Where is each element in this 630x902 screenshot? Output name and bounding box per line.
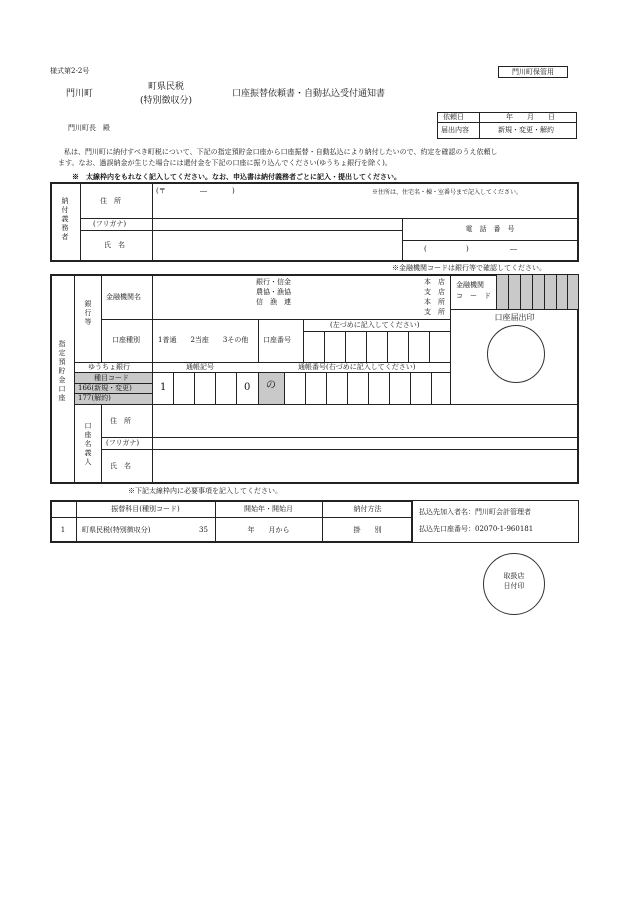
bottom-note: ※下記太線枠内に必要事項を記入してください。 <box>128 487 282 495</box>
passbook-number-line <box>326 372 327 404</box>
acct-digit-line <box>366 331 367 362</box>
phone-line <box>402 240 578 241</box>
request-box-vdivider <box>479 112 480 139</box>
holder-field-divider <box>152 404 153 484</box>
transfer-row-subject: 町県民税(特別徴収分) <box>82 526 151 534</box>
transfer-header-method: 納付方法 <box>353 505 382 513</box>
inst-code-label-2: コ ー ド <box>456 292 491 300</box>
acct-digit-line <box>345 331 346 362</box>
inst-code-label-1: 金融機関 <box>456 281 484 289</box>
transfer-row-method: 掛 別 <box>353 526 382 534</box>
account-type-options[interactable]: 1普通 2当座 3その他 <box>158 336 249 344</box>
holder-name-label: 氏 名 <box>110 462 131 470</box>
holder-label: 口座名義人 <box>84 422 92 466</box>
office-stamp-line-1: 取扱店 <box>503 572 525 580</box>
subject-code-label: 種目コード <box>94 374 129 382</box>
holder-address-label: 住 所 <box>110 417 131 425</box>
acct-digit-line <box>324 331 325 362</box>
passbook-number-line <box>347 372 348 404</box>
request-date-label: 依頼日 <box>443 113 464 121</box>
postal-open: (〒 <box>156 187 166 195</box>
storage-note-box <box>498 66 568 78</box>
passbook-first-digit: 1 <box>160 382 167 393</box>
banks-divider <box>101 274 102 362</box>
passbook-number-line <box>368 372 369 404</box>
account-seal-circle[interactable] <box>487 325 545 383</box>
passbook-number-label: 通帳番号(右づめに記入してください) <box>298 363 416 371</box>
institution-divider <box>152 274 153 404</box>
left-align-note-line <box>303 331 450 332</box>
bank-code-note: ※金融機関コードは銀行等で確認してください。 <box>392 264 546 272</box>
institution-label: 金融機関名 <box>106 293 141 301</box>
passbook-digit-line <box>194 372 195 404</box>
account-number-label-left <box>258 319 259 362</box>
postal-close: ) <box>232 187 235 195</box>
transfer-row-code: 35 <box>199 526 208 534</box>
subject-code-166[interactable]: 166(新規・変更) <box>78 384 132 392</box>
payee-name: 払込先加入者名：門川町会計管理者 <box>419 508 531 516</box>
holder-furigana-bottom <box>101 449 578 450</box>
payer-furigana-divider <box>80 230 152 231</box>
transfer-header-line <box>50 517 413 518</box>
inst-code-cell-line <box>567 274 568 309</box>
intro-line-2: ます。なお、過誤納金が生じた場合には還付金を下記の口座に振り込んでください(ゆうちょ銀行を除く)。 <box>58 159 392 167</box>
inst-type-3: 信 漁 連 <box>256 298 291 306</box>
inst-code-cell-line <box>520 274 521 309</box>
payer-label-divider <box>80 182 81 262</box>
passbook-digit-line <box>236 372 237 404</box>
intro-line-1: 私は、門川町に納付すべき町税について、下記の指定預貯金口座から口座振替・自動払込により納付したいので、約定を確認のうえ依頼し <box>64 148 498 156</box>
passbook-number-line <box>410 372 411 404</box>
storage-note: 門川町保管用 <box>512 68 554 76</box>
town-name: 門川町 <box>66 89 94 99</box>
payer-name-label: 氏 名 <box>104 241 125 249</box>
payer-row-divider <box>80 218 578 219</box>
left-align-note: (左づめに記入してください) <box>330 321 420 329</box>
passbook-number-line <box>431 372 432 404</box>
account-type-top <box>101 319 450 320</box>
request-type-options[interactable]: 新規・変更・解約 <box>498 126 554 134</box>
transfer-row-no: 1 <box>60 526 66 534</box>
postal-dash: ― <box>200 187 207 195</box>
holder-top <box>74 404 578 405</box>
holder-furigana-label: (フリガナ) <box>106 439 140 447</box>
acct-digit-line <box>429 331 430 362</box>
office-stamp-line-2: 日付印 <box>503 582 525 590</box>
tax-subtype: (特別徴収分) <box>139 96 193 106</box>
no-separator-right <box>284 372 285 404</box>
phone-dash: ― <box>510 245 517 253</box>
passbook-number-line <box>305 372 306 404</box>
inst-type-1: 銀行・信金 <box>256 278 291 286</box>
transfer-header-start: 開始年・開始月 <box>244 505 293 513</box>
account-section-label: 指定預貯金口座 <box>58 340 66 402</box>
yucho-label: ゆうちょ銀行 <box>88 363 130 371</box>
passbook-number-line <box>389 372 390 404</box>
subject-code-177[interactable]: 177(解約) <box>78 394 111 402</box>
request-type-label: 届出内容 <box>441 126 469 134</box>
inst-code-cell-line <box>556 274 557 309</box>
inst-code-bottom <box>450 309 578 310</box>
request-date-field[interactable]: 年 月 日 <box>506 113 555 121</box>
form-title: 口座振替依頼書・自動払込受付通知書 <box>232 89 386 99</box>
seal-label: 口座届出印 <box>494 313 535 322</box>
payer-furigana-label: (フリガナ) <box>93 220 127 228</box>
inst-code-cell-line <box>544 274 545 309</box>
phone-label: 電 話 番 号 <box>465 225 515 233</box>
branch-type-3: 本 所 <box>424 298 445 306</box>
payer-field-divider <box>152 182 153 262</box>
passbook-digit-line <box>173 372 174 404</box>
tax-name: 町県民税 <box>147 82 184 92</box>
branch-type-4: 支 所 <box>424 308 445 316</box>
passbook-last-digit: 0 <box>244 382 251 393</box>
transfer-row-start[interactable]: 年 月から <box>247 526 290 534</box>
holder-label-divider <box>101 404 102 484</box>
yucho-right <box>450 362 451 404</box>
account-type-label: 口座種別 <box>112 336 140 344</box>
payer-furigana-line <box>152 230 402 231</box>
inst-type-2: 農協・漁協 <box>256 288 291 296</box>
phone-close: ) <box>466 245 469 253</box>
branch-type-1: 本 店 <box>424 278 445 286</box>
form-number: 様式第2-2号 <box>50 67 90 75</box>
payer-address-label: 住 所 <box>100 197 121 205</box>
banks-label: 銀行等 <box>84 300 92 326</box>
instruction: ※ 太線枠内をもれなく記入してください。なお、申込書は納付義務者ごとに記入・提出してください。 <box>72 172 401 181</box>
account-number-label-right <box>303 319 304 362</box>
inst-code-cell-line <box>532 274 533 309</box>
inst-code-cell-line <box>496 274 497 309</box>
passbook-digit-line <box>215 372 216 404</box>
payee-account: 払込先口座番号：02070-1-960181 <box>419 525 534 533</box>
acct-digit-line <box>408 331 409 362</box>
payee-box <box>413 500 579 543</box>
account-number-label: 口座番号 <box>263 336 291 344</box>
transfer-header-subject: 振替科目(種別コード) <box>111 505 180 513</box>
acct-digit-line <box>387 331 388 362</box>
address-note: ※住所は、住宅名・棟・室番号まで記入してください。 <box>372 189 523 196</box>
passbook-code-label: 通帳記号 <box>186 363 214 371</box>
payer-section-label: 納付義務者 <box>61 197 69 241</box>
no-char: の <box>266 380 276 391</box>
holder-address-bottom <box>101 437 578 438</box>
phone-open: ( <box>424 245 427 253</box>
branch-type-2: 支 店 <box>424 288 445 296</box>
addressee: 門川町長 殿 <box>68 124 110 132</box>
request-box-divider <box>437 122 577 123</box>
inst-code-cell-line <box>508 274 509 309</box>
